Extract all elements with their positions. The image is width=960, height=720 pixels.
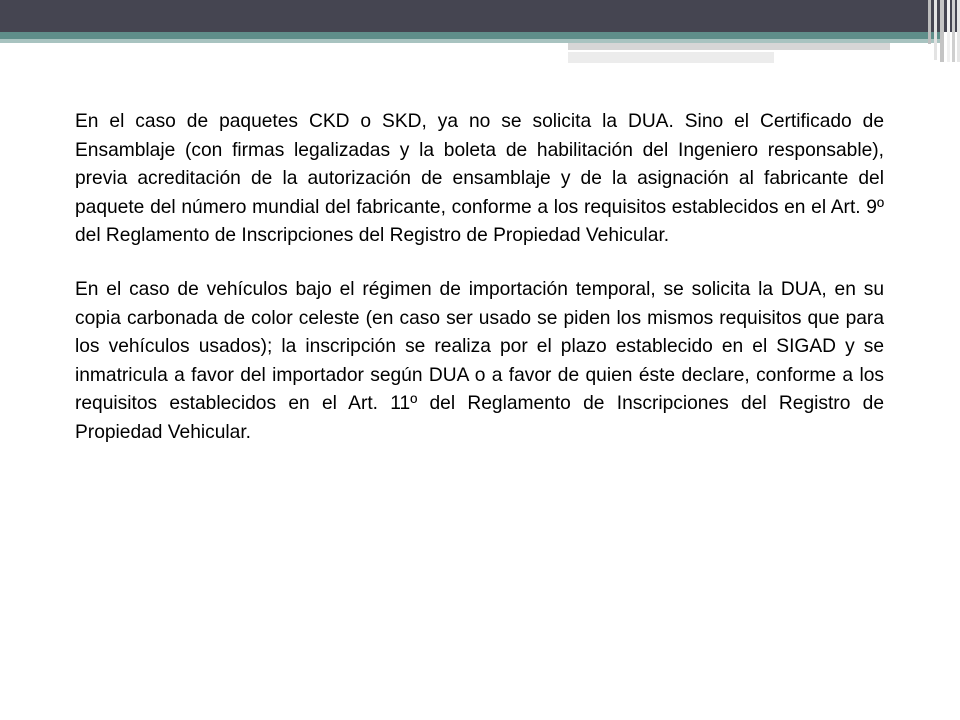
decorative-bar-secondary (568, 51, 774, 63)
slide-body (75, 108, 884, 473)
decorative-vertical-line (952, 0, 955, 62)
decorative-vertical-line (940, 0, 944, 62)
accent-stripe (0, 32, 940, 39)
decorative-vertical-line (947, 0, 950, 62)
header-band (0, 0, 960, 32)
decorative-vertical-line (928, 0, 931, 44)
paragraph-ckd-skd: En el caso de paquetes CKD o SKD, ya no se solicita la DUA. Sino el Certificado de Ensamblaje (con firmas legalizadas y la boleta de habilitación del Ingeniero responsable), previa acreditación de la autorización de ensamblaje y de la asignación al fabricante del paquete del número mundial del fabricante, conforme a los requisitos establecidos en el Art. 9º del Reglamento de Inscripciones del Registro de Propiedad Vehicular. (75, 111, 884, 247)
paragraph-temporary-import: En el caso de vehículos bajo el régimen de importación temporal, se solicita la DUA, en su copia carbonada de color celeste (en caso ser usado se piden los mismos requisitos que para los vehículos usados); la inscripción se realiza por el plazo establecido en el SIGAD y se inmatricula a favor del importador según DUA o a favor de quien éste declare, conforme a los requisitos establecidos en el Art. 11º del Reglamento de Inscripciones del Registro de Propiedad Vehicular. (75, 278, 884, 443)
decorative-divider (568, 50, 890, 52)
decorative-vertical-line (934, 0, 937, 60)
